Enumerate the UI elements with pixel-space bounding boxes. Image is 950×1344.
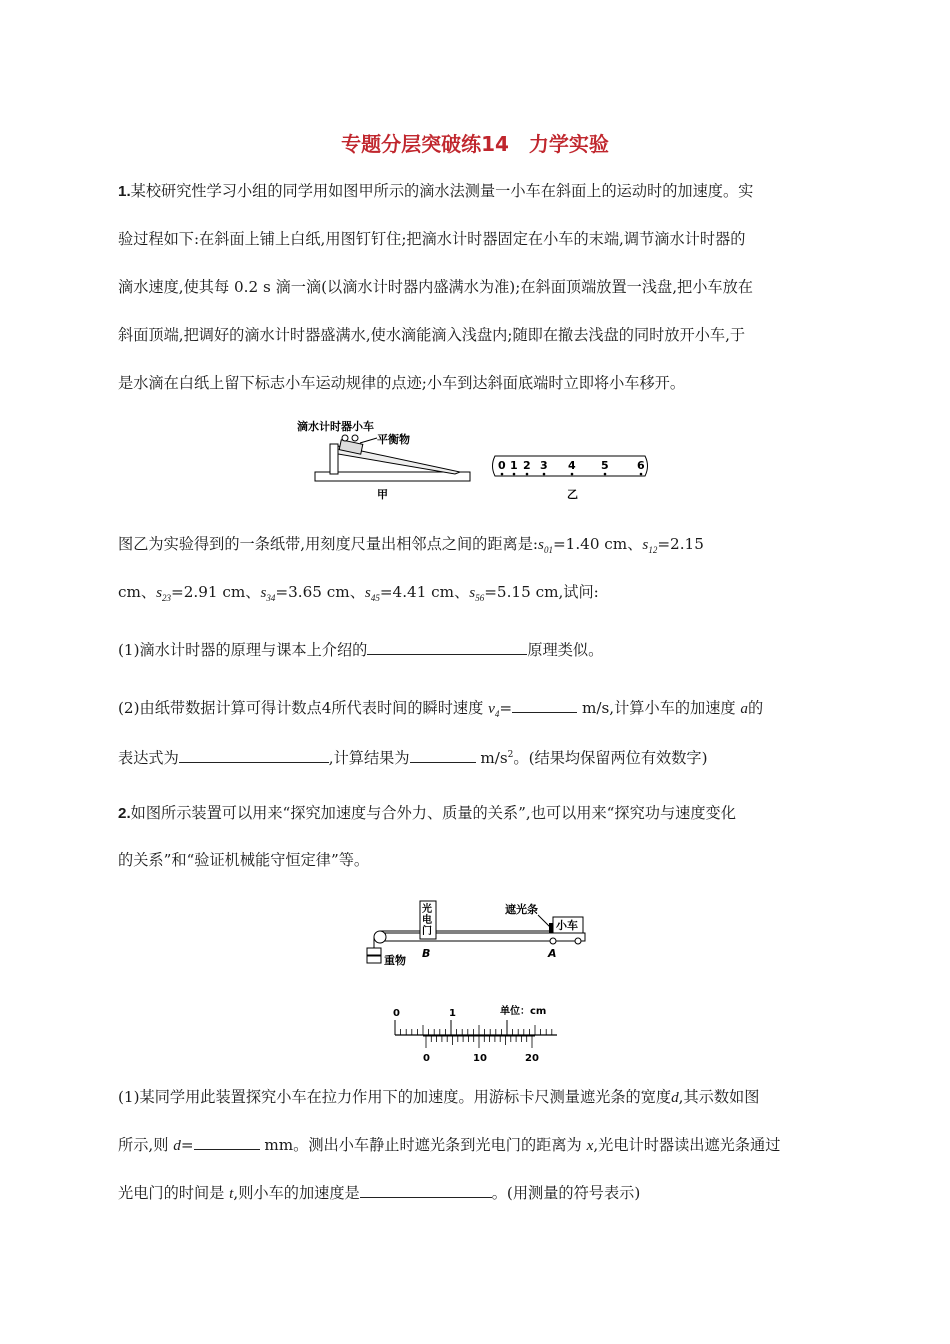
cart-label: 小车 <box>556 919 578 932</box>
q1-sub2-expr-label: 表达式为 <box>118 749 179 768</box>
q1-sub2-unit: m/s <box>480 749 508 768</box>
data-intro: 图乙为实验得到的一条纸带,用刻度尺量出相邻点之间的距离是: <box>118 535 539 553</box>
answer-blank-d[interactable] <box>194 1135 260 1150</box>
q2-sub1-line3-b: ,则小车的加速度是 <box>233 1184 360 1202</box>
tape-point-3: 3 <box>540 459 548 472</box>
tape-point-4: 4 <box>568 459 576 472</box>
answer-blank-expression[interactable] <box>179 748 329 763</box>
q2-sub1-line-2: 所示,则 d= mm。测出小车静止时遮光条到光电门的距离为 x,光电计时器读出遮光条通过 <box>118 1136 781 1154</box>
answer-blank-acceleration-expr[interactable] <box>360 1183 492 1198</box>
q1-number: 1. <box>118 183 131 200</box>
cm-prefix: cm、 <box>118 583 157 601</box>
q1-sub2-note: 。(结果均保留两位有效数字) <box>513 749 708 768</box>
t-symbol: t <box>229 1185 234 1202</box>
q1-data-line-1 <box>118 534 704 560</box>
q2-sub1-line-3 <box>118 1183 640 1204</box>
d-symbol-2: d <box>173 1137 181 1154</box>
q1-sub2-line-2 <box>118 745 708 768</box>
q1-line-2: 验过程如下:在斜面上铺上白纸,用图钉钉住;把滴水计时器固定在小车的末端,调节滴水计时器的 <box>118 230 746 248</box>
x-symbol: x <box>586 1137 594 1154</box>
weight-label: 平衡物 <box>377 433 410 446</box>
s45-symbol: $s_{45}$ <box>364 584 380 604</box>
q2-sub1-text-a: (1)某同学用此装置探究小车在拉力作用下的加速度。用游标卡尺测量遮光条的宽度 <box>118 1088 672 1106</box>
q1-line-4: 斜面顶端,把调好的滴水计时器盛满水,使水滴能滴入浅盘内;随即在撤去浅盘的同时放开小车,于 <box>118 326 746 344</box>
tape-point-6: 6 <box>637 459 645 472</box>
s34-value: =3.65 cm、 <box>275 583 365 601</box>
vernier-scale-20: 20 <box>525 1053 539 1064</box>
q1-line-1 <box>118 181 753 202</box>
answer-blank-principle[interactable] <box>367 640 527 655</box>
v4-symbol: $v_4$ <box>488 700 500 720</box>
gate-char-3: 门 <box>422 926 432 937</box>
s56-value: =5.15 cm,试问: <box>484 583 599 601</box>
vernier-caliper-figure <box>385 1000 565 1065</box>
strip-label: 遮光条 <box>505 903 538 916</box>
q2-sub1-line3-c: 。(用测量的符号表示) <box>491 1184 641 1202</box>
q2-text-1: 如图所示装置可以用来“探究加速度与合外力、质量的关系”,也可以用来“探究功与速度变化 <box>130 804 736 822</box>
timer-label: 滴水计时器小车 <box>297 420 374 433</box>
q1-sub1 <box>118 640 603 660</box>
tape-point-5: 5 <box>601 459 609 472</box>
s23-symbol: $s_{23}$ <box>156 584 172 604</box>
s23-value: =2.91 cm、 <box>171 583 261 601</box>
q2-sub1-line-1 <box>118 1087 759 1108</box>
q1-line-3: 滴水速度,使其每 0.2 s 滴一滴(以滴水计时器内盛满水为准);在斜面顶端放置一浅盘,把小车放在 <box>118 278 753 296</box>
q1-sub2-text-b: m/s,计算小车的加速度 <box>581 699 736 717</box>
vernier-scale-0: 0 <box>423 1053 430 1064</box>
page-title: 专题分层突破练14 力学实验 <box>341 132 609 156</box>
q1-sub2-text-c: 的 <box>748 699 764 717</box>
point-a-label: A <box>548 947 557 960</box>
caption-jia: 甲 <box>377 488 388 501</box>
tape-point-2: 2 <box>523 459 531 472</box>
s01-symbol: $s_{01}$ <box>538 536 553 556</box>
q2-sub1-line2-c: ,光电计时器读出遮光条通过 <box>593 1136 781 1154</box>
d-symbol: d <box>671 1089 679 1106</box>
answer-blank-v4[interactable] <box>512 698 577 713</box>
gate-char-2: 电 <box>422 915 432 926</box>
q1-sub2-line-1: (2)由纸带数据计算可得计数点4所代表时间的瞬时速度 $v_4= m/s$,计算小车的加速度 a的 <box>118 699 764 720</box>
q1-figure <box>285 416 665 506</box>
q2-sub1-line2-b: mm。测出小车静止时遮光条到光电门的距离为 <box>264 1136 582 1154</box>
answer-blank-acceleration[interactable] <box>410 748 476 763</box>
q1-line-5: 是水滴在白纸上留下标志小车运动规律的点迹;小车到达斜面底端时立即将小车移开。 <box>118 374 686 392</box>
q1-sub1-text: (1)滴水计时器的原理与课本上介绍的 <box>118 641 368 659</box>
q1-text-1: 某校研究性学习小组的同学用如图甲所示的滴水法测量一小车在斜面上的运动时的加速度。实 <box>130 182 754 200</box>
q1-sub2-result-label: ,计算结果为 <box>328 749 410 768</box>
tape-point-0: 0 <box>498 459 506 472</box>
q2-number: 2. <box>118 805 131 822</box>
point-b-label: B <box>422 947 431 960</box>
a-symbol: a <box>740 700 749 717</box>
weight-label-2: 重物 <box>384 954 406 967</box>
q1-data-line-2 <box>118 582 599 608</box>
s12-value: =2.15 <box>657 535 704 553</box>
q2-line-1 <box>118 803 736 824</box>
q2-line-2: 的关系”和“验证机械能守恒定律”等。 <box>118 851 370 869</box>
q1-sub1-end: 原理类似。 <box>527 641 604 659</box>
q2-sub1-text-b: ,其示数如图 <box>678 1088 760 1106</box>
s01-value: =1.40 cm、 <box>552 535 643 553</box>
s45-value: =4.41 cm、 <box>379 583 470 601</box>
main-scale-1: 1 <box>449 1008 456 1019</box>
q1-sub2-text-a: (2)由纸带数据计算可得计数点4所代表时间的瞬时速度 <box>118 699 484 717</box>
q2-apparatus-figure <box>360 895 600 975</box>
unit-exponent: 2 <box>507 750 514 760</box>
caption-yi: 乙 <box>567 488 578 501</box>
q2-sub1-line2-a: 所示,则 <box>118 1136 169 1154</box>
vernier-scale-10: 10 <box>473 1053 487 1064</box>
main-scale-0: 0 <box>393 1008 400 1019</box>
s56-symbol: $s_{56}$ <box>469 584 485 604</box>
gate-char-1: 光 <box>422 904 432 915</box>
q2-sub1-line3-a: 光电门的时间是 <box>118 1184 225 1202</box>
tape-point-1: 1 <box>510 459 518 472</box>
s34-symbol: $s_{34}$ <box>260 584 276 604</box>
s12-symbol: $s_{12}$ <box>642 536 658 556</box>
unit-label: 单位：cm <box>500 1006 547 1017</box>
